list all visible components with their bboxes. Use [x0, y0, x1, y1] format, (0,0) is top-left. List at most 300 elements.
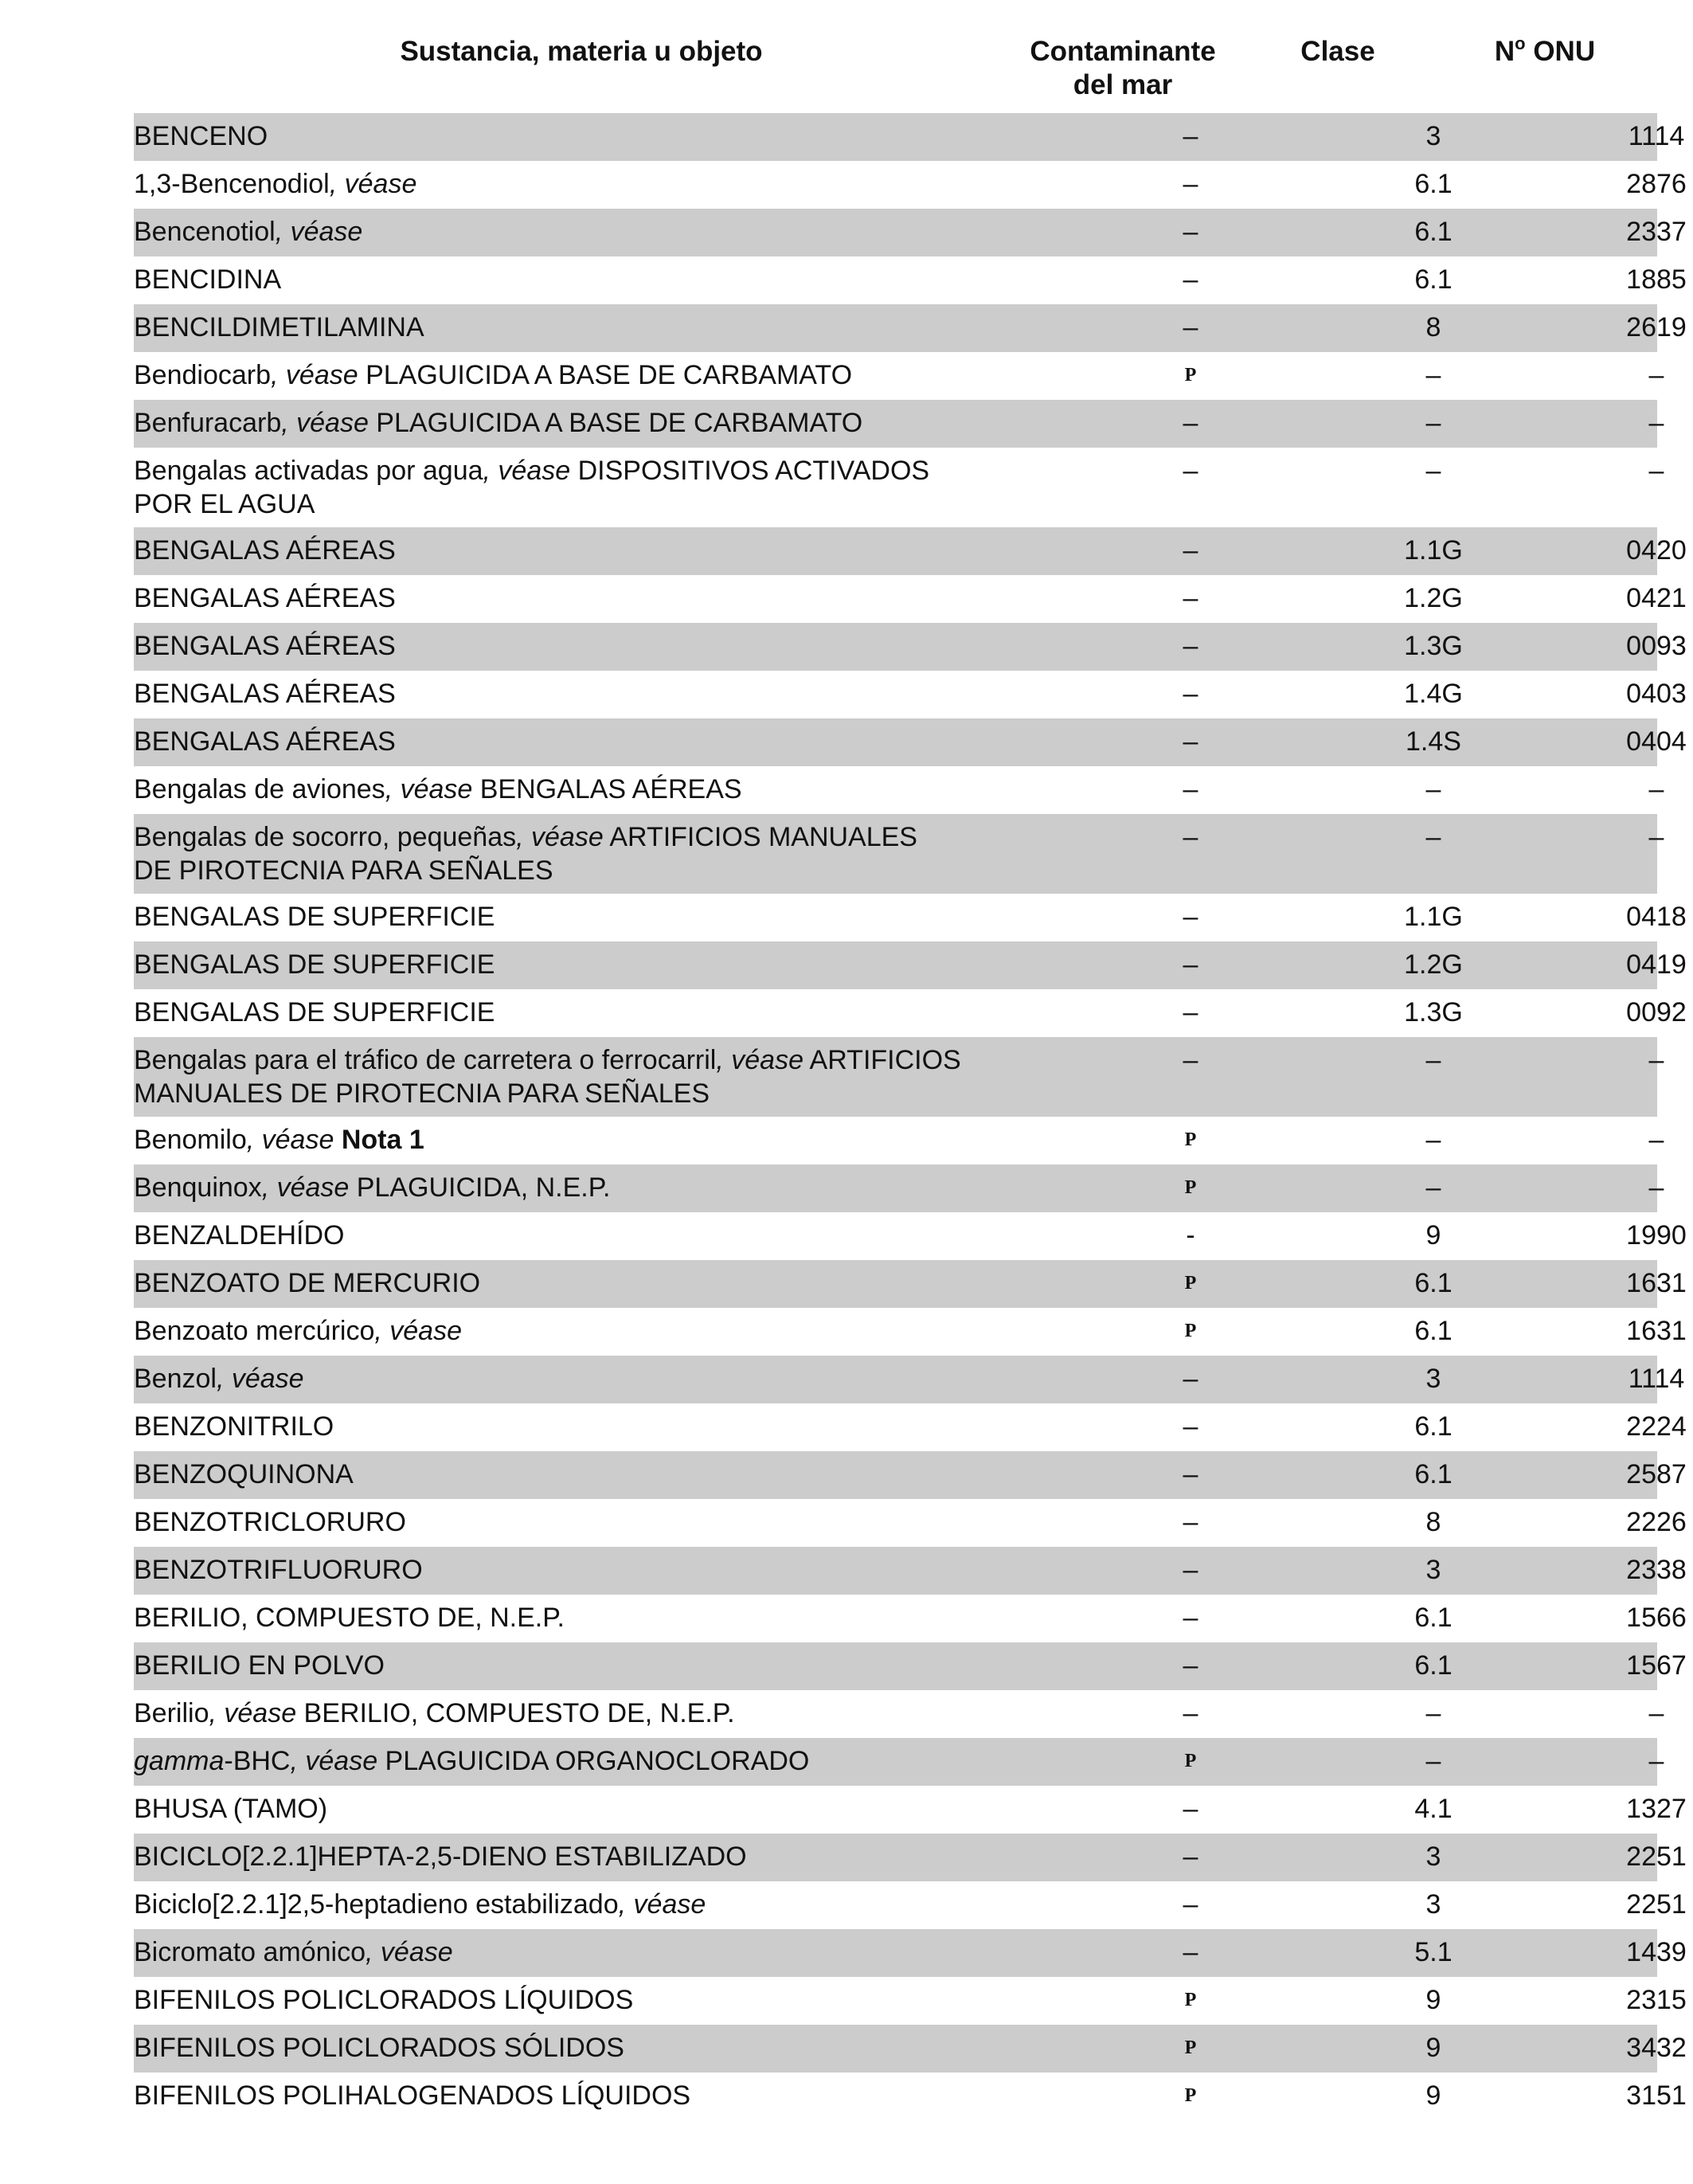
cell-class: [1338, 1840, 1529, 1873]
substance-text: BIFENILOS POLICLORADOS SÓLIDOS: [134, 2033, 624, 2063]
cell-un-number-value: 0421: [1626, 583, 1687, 613]
table-row: [134, 1037, 1664, 1117]
cell-class-value: 6.1: [1414, 1268, 1453, 1298]
table-row: [134, 1642, 1687, 1690]
cell-substance: [134, 1362, 994, 1395]
cell-un-number-value: –: [1648, 1172, 1664, 1203]
cell-un-number-value: 1631: [1626, 1268, 1687, 1298]
substance-text: Bendiocarb: [134, 360, 272, 390]
substance-text: , véase: [385, 774, 473, 804]
cell-un-number: [1545, 1792, 1693, 1826]
cell-class: [1338, 263, 1529, 296]
cell-marine-pollutant: [1111, 677, 1270, 710]
cell-class: [1338, 1219, 1529, 1252]
table-row: [134, 209, 1687, 256]
cell-class-value: 1.2G: [1404, 949, 1463, 980]
table-row: [134, 113, 1685, 161]
table-header: [0, 35, 1693, 107]
table-row: [134, 989, 1687, 1037]
cell-substance: [134, 263, 994, 296]
cell-substance: [134, 581, 994, 615]
substance-text: BENCENO: [134, 121, 268, 151]
cell-un-number-value: –: [1648, 360, 1664, 390]
cell-substance: [134, 677, 994, 710]
cell-class: [1338, 1123, 1529, 1157]
cell-marine-pollutant: [1111, 1553, 1270, 1587]
cell-un-number: [1545, 1505, 1693, 1539]
cell-class-value: 5.1: [1414, 1937, 1453, 1967]
cell-class: [1338, 820, 1529, 854]
cell-class: [1338, 1601, 1529, 1634]
table-row: [134, 575, 1687, 623]
cell-un-number-value: –: [1648, 774, 1664, 804]
cell-marine-pollutant: [1111, 1458, 1270, 1491]
substance-text: , véase: [275, 217, 363, 247]
table-row: [134, 1212, 1687, 1260]
cell-class: [1338, 677, 1529, 710]
table-row: [134, 1929, 1687, 1977]
substance-text: POR EL AGUA: [134, 489, 315, 519]
cell-class-value: 9: [1425, 1985, 1441, 2015]
cell-marine-pollutant: [1111, 948, 1270, 981]
cell-un-number: [1545, 454, 1693, 487]
substance-text: BERILIO, COMPUESTO DE, N.E.P.: [296, 1698, 735, 1728]
table-row: [134, 1499, 1687, 1547]
cell-marine-pollutant: [1111, 1362, 1270, 1395]
cell-un-number: [1545, 167, 1693, 201]
cell-un-number: [1545, 1219, 1693, 1252]
cell-marine-pollutant-value: –: [1183, 121, 1198, 151]
table-row: [134, 671, 1687, 718]
cell-un-number: [1545, 900, 1693, 933]
table-row: [134, 1164, 1664, 1212]
substance-text: BENGALAS AÉREAS: [134, 726, 396, 757]
substance-text: ARTIFICIOS MANUALES: [603, 822, 917, 852]
cell-un-number-value: 1990: [1626, 1220, 1687, 1251]
cell-un-number-value: 3432: [1626, 2033, 1687, 2063]
substance-text: , véase: [209, 1698, 297, 1728]
cell-class-value: –: [1425, 1045, 1441, 1075]
cell-marine-pollutant-value: –: [1183, 583, 1198, 613]
cell-un-number-value: 2251: [1626, 1842, 1687, 1872]
cell-un-number-value: 0404: [1626, 726, 1687, 757]
cell-marine-pollutant: [1111, 1123, 1270, 1158]
cell-class-value: –: [1425, 822, 1441, 852]
cell-class-value: 3: [1425, 121, 1441, 151]
cell-substance: [134, 167, 994, 201]
substance-text: BENCIDINA: [134, 264, 282, 295]
cell-un-number-value: 2226: [1626, 1507, 1687, 1537]
cell-marine-pollutant-value: –: [1183, 1045, 1198, 1075]
substance-text: Berilio: [134, 1698, 209, 1728]
cell-un-number: [1545, 263, 1693, 296]
cell-marine-pollutant-value: –: [1183, 1650, 1198, 1681]
cell-substance: [134, 1123, 994, 1157]
cell-marine-pollutant: [1111, 820, 1270, 854]
cell-marine-pollutant: [1111, 773, 1270, 806]
cell-un-number-value: 2587: [1626, 1459, 1687, 1489]
header-class: Clase: [1300, 36, 1375, 67]
cell-un-number: [1545, 1697, 1693, 1730]
cell-marine-pollutant: [1111, 1888, 1270, 1921]
cell-class-value: 3: [1425, 1889, 1441, 1920]
cell-substance: [134, 1792, 994, 1826]
cell-un-number: [1545, 1266, 1693, 1300]
cell-class: [1338, 629, 1529, 663]
cell-class-value: –: [1425, 1746, 1441, 1776]
cell-marine-pollutant-value: –: [1183, 408, 1198, 438]
substance-text: BENCILDIMETILAMINA: [134, 312, 424, 342]
cell-marine-pollutant: [1111, 996, 1270, 1029]
cell-marine-pollutant-value: –: [1183, 1364, 1198, 1394]
cell-marine-pollutant: [1111, 534, 1270, 567]
cell-marine-pollutant-value: –: [1183, 1794, 1198, 1824]
cell-marine-pollutant: [1111, 1043, 1270, 1077]
substance-text: Benquinox: [134, 1172, 262, 1203]
cell-un-number-value: 0403: [1626, 679, 1687, 709]
cell-class: [1338, 1410, 1529, 1443]
cell-class-value: 1.3G: [1404, 997, 1463, 1027]
cell-class: [1338, 534, 1529, 567]
cell-class: [1338, 2031, 1529, 2065]
substance-text: BENZONITRILO: [134, 1411, 334, 1442]
substance-text: Benzol: [134, 1364, 217, 1394]
substance-text: Bencenotiol: [134, 217, 276, 247]
header-marine-pollutant: [964, 35, 1282, 102]
substance-text: Benfuracarb: [134, 408, 282, 438]
cell-un-number-value: 2338: [1626, 1555, 1687, 1585]
header-marine-line2: del mar: [1073, 69, 1173, 100]
cell-marine-pollutant: [1111, 629, 1270, 663]
cell-class-value: 6.1: [1414, 1459, 1453, 1489]
table-row: [134, 1117, 1664, 1164]
cell-class: [1338, 581, 1529, 615]
cell-un-number-value: –: [1648, 1698, 1664, 1728]
cell-marine-pollutant-value: P: [1184, 1129, 1197, 1150]
cell-class-value: 1.1G: [1404, 902, 1463, 932]
table-row: [134, 814, 1664, 894]
cell-marine-pollutant: [1111, 1744, 1270, 1779]
cell-substance: [134, 1219, 994, 1252]
cell-marine-pollutant-value: –: [1183, 1507, 1198, 1537]
cell-class-value: –: [1425, 360, 1441, 390]
cell-marine-pollutant-value: –: [1183, 169, 1198, 199]
substance-text: BENGALAS AÉREAS: [134, 679, 396, 709]
table-row: [134, 1451, 1687, 1499]
cell-un-number: [1545, 1458, 1693, 1491]
cell-class: [1338, 1505, 1529, 1539]
substance-text: , véase: [366, 1937, 453, 1967]
cell-un-number-value: 1114: [1628, 1364, 1685, 1394]
table-row: [134, 400, 1664, 448]
cell-class: [1338, 1888, 1529, 1921]
table-row: [134, 352, 1664, 400]
cell-substance: [134, 1840, 994, 1873]
cell-un-number: [1545, 406, 1693, 440]
substance-text: , véase: [374, 1316, 462, 1346]
cell-class: [1338, 1458, 1529, 1491]
cell-un-number-value: 2251: [1626, 1889, 1687, 1920]
cell-substance: [134, 1601, 994, 1634]
cell-class: [1338, 1266, 1529, 1300]
cell-substance: [134, 773, 994, 806]
cell-un-number: [1545, 1123, 1693, 1157]
cell-marine-pollutant-value: P: [1184, 1321, 1197, 1341]
table-row: [134, 1834, 1687, 1881]
cell-un-number-value: 2619: [1626, 312, 1687, 342]
cell-class: [1338, 1043, 1529, 1077]
substance-text: , véase: [271, 360, 358, 390]
cell-marine-pollutant-value: –: [1183, 631, 1198, 661]
cell-un-number: [1545, 1601, 1693, 1634]
cell-class: [1338, 311, 1529, 344]
cell-class-value: 3: [1425, 1364, 1441, 1394]
cell-substance: [134, 2031, 994, 2065]
table-row: [134, 1403, 1687, 1451]
cell-class-value: 3: [1425, 1842, 1441, 1872]
table-row: [134, 304, 1687, 352]
cell-marine-pollutant: [1111, 1314, 1270, 1349]
cell-marine-pollutant: [1111, 1840, 1270, 1873]
cell-substance: [134, 996, 994, 1029]
cell-class: [1338, 454, 1529, 487]
substance-text: , véase: [618, 1889, 706, 1920]
substance-text: BENZALDEHÍDO: [134, 1220, 345, 1251]
cell-marine-pollutant: [1111, 167, 1270, 201]
substance-text: BENZOTRICLORURO: [134, 1507, 406, 1537]
cell-un-number: [1545, 1171, 1693, 1204]
cell-un-number-value: 0093: [1626, 631, 1687, 661]
cell-un-number: [1545, 311, 1693, 344]
cell-un-number: [1545, 581, 1693, 615]
cell-substance: [134, 534, 994, 567]
cell-marine-pollutant: [1111, 1792, 1270, 1826]
note-reference: Nota 1: [341, 1125, 424, 1155]
cell-marine-pollutant: [1111, 1410, 1270, 1443]
cell-substance: [134, 1649, 994, 1682]
cell-un-number: [1545, 1840, 1693, 1873]
substance-text: BHUSA (TAMO): [134, 1794, 328, 1824]
cell-class-value: 9: [1425, 2080, 1441, 2111]
cell-marine-pollutant: [1111, 581, 1270, 615]
cell-class-value: 9: [1425, 1220, 1441, 1251]
cell-un-number-value: 3151: [1626, 2080, 1687, 2111]
substance-text: Bengalas de aviones: [134, 774, 385, 804]
cell-un-number: [1545, 820, 1693, 854]
substance-text: 1,3-Bencenodiol: [134, 169, 330, 199]
cell-marine-pollutant: [1111, 2079, 1270, 2114]
cell-un-number: [1545, 1888, 1693, 1921]
cell-un-number-value: 0420: [1626, 535, 1687, 566]
table-row: [134, 623, 1687, 671]
substance-text: PLAGUICIDA A BASE DE CARBAMATO: [368, 408, 863, 438]
cell-substance: [134, 1505, 994, 1539]
header-substance: Sustancia, materia u objeto: [400, 36, 763, 67]
cell-un-number: [1545, 1649, 1693, 1682]
cell-substance: [134, 948, 994, 981]
cell-class: [1338, 1792, 1529, 1826]
cell-marine-pollutant: [1111, 1601, 1270, 1634]
cell-class: [1338, 1171, 1529, 1204]
cell-marine-pollutant: [1111, 1935, 1270, 1969]
cell-marine-pollutant-value: P: [1184, 1751, 1197, 1771]
cell-marine-pollutant-value: P: [1184, 1990, 1197, 2010]
cell-marine-pollutant-value: –: [1183, 1889, 1198, 1920]
cell-marine-pollutant-value: –: [1183, 774, 1198, 804]
cell-class-value: –: [1425, 774, 1441, 804]
cell-un-number: [1545, 1410, 1693, 1443]
cell-class: [1338, 358, 1529, 392]
cell-un-number: [1545, 119, 1693, 153]
cell-substance: [134, 1458, 994, 1491]
cell-substance: [134, 1043, 994, 1110]
cell-marine-pollutant: [1111, 1649, 1270, 1682]
cell-un-number: [1545, 1983, 1693, 2017]
substance-text: [334, 1125, 341, 1155]
substance-text: BERILIO, COMPUESTO DE, N.E.P.: [134, 1603, 565, 1633]
table-row: [134, 1738, 1664, 1786]
substance-text: BENZOATO DE MERCURIO: [134, 1268, 481, 1298]
cell-un-number: [1545, 1935, 1693, 1969]
cell-marine-pollutant-value: –: [1183, 902, 1198, 932]
cell-class: [1338, 1362, 1529, 1395]
cell-substance: [134, 2079, 994, 2112]
cell-marine-pollutant-value: P: [1184, 365, 1197, 386]
cell-marine-pollutant: [1111, 1219, 1270, 1252]
cell-un-number-value: 0418: [1626, 902, 1687, 932]
cell-class: [1338, 1314, 1529, 1348]
substance-text: Benzoato mercúrico: [134, 1316, 375, 1346]
cell-class-value: –: [1425, 1698, 1441, 1728]
cell-marine-pollutant: [1111, 215, 1270, 249]
table-row: [134, 256, 1687, 304]
cell-un-number-value: 1439: [1626, 1937, 1687, 1967]
substance-text: , véase: [329, 169, 417, 199]
cell-class-value: 1.4S: [1406, 726, 1461, 757]
substance-text: Benomilo: [134, 1125, 247, 1155]
substance-text: BIFENILOS POLICLORADOS LÍQUIDOS: [134, 1985, 634, 2015]
cell-class-value: 1.2G: [1404, 583, 1463, 613]
table-row: [134, 941, 1687, 989]
substance-text: BENGALAS DE SUPERFICIE: [134, 949, 495, 980]
cell-marine-pollutant: [1111, 1266, 1270, 1301]
table-row: [134, 1356, 1685, 1403]
cell-class-value: 6.1: [1414, 1316, 1453, 1346]
substance-text: PLAGUICIDA, N.E.P.: [349, 1172, 611, 1203]
cell-un-number-value: –: [1648, 408, 1664, 438]
cell-un-number: [1545, 629, 1693, 663]
cell-class-value: 3: [1425, 1555, 1441, 1585]
cell-class-value: 6.1: [1414, 1650, 1453, 1681]
table-row: [134, 1786, 1687, 1834]
table-row: [134, 1690, 1664, 1738]
cell-un-number: [1545, 534, 1693, 567]
cell-substance: [134, 1697, 994, 1730]
cell-substance: [134, 406, 994, 440]
cell-class: [1338, 2079, 1529, 2112]
header-un-number: $N^o$ ONU: [1494, 33, 1596, 67]
substance-text: Bicromato amónico: [134, 1937, 366, 1967]
cell-marine-pollutant: [1111, 1983, 1270, 2018]
cell-marine-pollutant-value: –: [1183, 1937, 1198, 1967]
cell-un-number-value: 2337: [1626, 217, 1687, 247]
cell-class: [1338, 215, 1529, 249]
cell-class: [1338, 1983, 1529, 2017]
cell-un-number: [1545, 2031, 1693, 2065]
header-marine-line1: Contaminante: [1030, 36, 1216, 67]
cell-class-value: 6.1: [1414, 169, 1453, 199]
cell-un-number-value: 2315: [1626, 1985, 1687, 2015]
cell-un-number: [1545, 677, 1693, 710]
cell-marine-pollutant-value: –: [1183, 264, 1198, 295]
substance-text: Bengalas para el tráfico de carretera o ferrocarril: [134, 1045, 717, 1075]
cell-un-number: [1545, 2079, 1693, 2112]
cell-substance: [134, 725, 994, 758]
cell-marine-pollutant-value: P: [1184, 1177, 1197, 1198]
cell-un-number: [1545, 996, 1693, 1029]
cell-class-value: –: [1425, 456, 1441, 486]
cell-class-value: 1.3G: [1404, 631, 1463, 661]
cell-marine-pollutant: [1111, 2031, 1270, 2066]
cell-un-number-value: 0092: [1626, 997, 1687, 1027]
substance-text: BICICLO[2.2.1]HEPTA-2,5-DIENO ESTABILIZADO: [134, 1842, 747, 1872]
substance-text: gamma: [134, 1746, 225, 1776]
cell-marine-pollutant-value: P: [1184, 1273, 1197, 1294]
cell-un-number-value: 1631: [1626, 1316, 1687, 1346]
cell-substance: [134, 311, 994, 344]
substance-text: BENGALAS DE SUPERFICIE: [134, 902, 495, 932]
cell-marine-pollutant-value: –: [1183, 1555, 1198, 1585]
table-row: [134, 448, 1664, 527]
cell-class: [1338, 1649, 1529, 1682]
substance-text: DE PIROTECNIA PARA SEÑALES: [134, 855, 553, 886]
substance-text: , véase: [483, 456, 571, 486]
cell-substance: [134, 215, 994, 249]
cell-un-number-value: 0419: [1626, 949, 1687, 980]
cell-marine-pollutant-value: –: [1183, 1698, 1198, 1728]
cell-class-value: 4.1: [1414, 1794, 1453, 1824]
cell-marine-pollutant-value: –: [1183, 456, 1198, 486]
table-row: [134, 2025, 1687, 2072]
cell-class: [1338, 1697, 1529, 1730]
table-row: [134, 1260, 1687, 1308]
cell-marine-pollutant-value: –: [1183, 1459, 1198, 1489]
cell-un-number: [1545, 215, 1693, 249]
cell-class-value: 1.4G: [1404, 679, 1463, 709]
cell-marine-pollutant-value: –: [1183, 997, 1198, 1027]
cell-un-number-value: –: [1648, 1045, 1664, 1075]
cell-class: [1338, 406, 1529, 440]
substance-text: Biciclo[2.2.1]2,5-heptadieno estabilizado: [134, 1889, 619, 1920]
table-row: [134, 894, 1687, 941]
cell-un-number-value: 1114: [1628, 121, 1685, 151]
substance-text: , véase: [246, 1125, 334, 1155]
cell-marine-pollutant-value: –: [1183, 679, 1198, 709]
cell-substance: [134, 1935, 994, 1969]
substance-text: BENGALAS AÉREAS: [134, 583, 396, 613]
cell-un-number: [1545, 1314, 1693, 1348]
cell-substance: [134, 1744, 994, 1778]
cell-un-number: [1545, 1043, 1693, 1077]
cell-substance: [134, 1171, 994, 1204]
cell-substance: [134, 629, 994, 663]
cell-class: [1338, 119, 1529, 153]
cell-class-value: 8: [1425, 312, 1441, 342]
substance-text: , véase: [216, 1364, 304, 1394]
substance-text: BENZOQUINONA: [134, 1459, 354, 1489]
cell-un-number-value: 1567: [1626, 1650, 1687, 1681]
table-row: [134, 1595, 1687, 1642]
